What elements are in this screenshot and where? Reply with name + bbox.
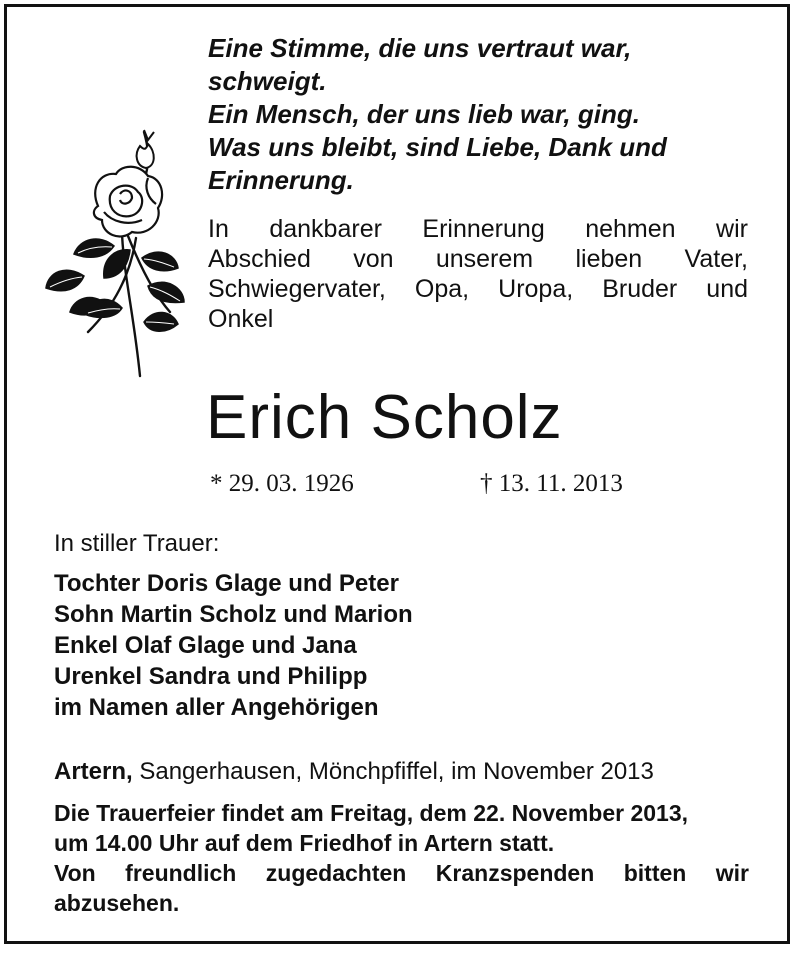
family-member: Tochter Doris Glage und Peter xyxy=(54,570,399,597)
intro-line: Schwiegervater, Opa, Uropa, Bruder und xyxy=(208,275,748,303)
death-date: † 13. 11. 2013 xyxy=(480,470,623,497)
intro-text xyxy=(208,214,748,334)
poem-line: Ein Mensch, der uns lieb war, ging. xyxy=(208,99,640,129)
poem-line: Was uns bleibt, sind Liebe, Dank und xyxy=(208,132,667,162)
poem xyxy=(208,32,768,197)
intro-line: Abschied von unserem lieben Vater, xyxy=(208,245,748,273)
poem-line: Eine Stimme, die uns vertraut war, xyxy=(208,33,632,63)
poem-line: schweigt. xyxy=(208,66,327,96)
family-member: Enkel Olaf Glage und Jana xyxy=(54,632,357,659)
funeral-line: Von freundlich zugedachten Kranzspenden bitten wir xyxy=(54,860,749,886)
family-member: Sohn Martin Scholz und Marion xyxy=(54,601,413,628)
birth-date: * 29. 03. 1926 xyxy=(210,470,354,497)
poem-line: Erinnerung. xyxy=(208,165,354,195)
intro-line: In dankbarer Erinnerung nehmen wir xyxy=(208,215,748,243)
family-member: Urenkel Sandra und Philipp xyxy=(54,663,368,690)
intro-line: Onkel xyxy=(208,305,274,333)
place-and-date xyxy=(54,756,754,788)
place-primary: Artern, xyxy=(54,758,133,785)
place-rest: Sangerhausen, Mönchpfiffel, im November 2013 xyxy=(132,758,654,785)
family-member: im Namen aller Angehörigen xyxy=(54,694,379,721)
rose-illustration-icon xyxy=(44,126,186,378)
deceased-name: Erich Scholz xyxy=(206,383,563,452)
family-list xyxy=(54,568,574,723)
funeral-line: abzusehen. xyxy=(54,890,180,916)
funeral-notice xyxy=(54,798,749,918)
mourning-label: In stiller Trauer: xyxy=(54,530,220,557)
funeral-line: Die Trauerfeier findet am Freitag, dem 22. November 2013, xyxy=(54,800,689,826)
funeral-line: um 14.00 Uhr auf dem Friedhof in Artern statt. xyxy=(54,830,555,856)
